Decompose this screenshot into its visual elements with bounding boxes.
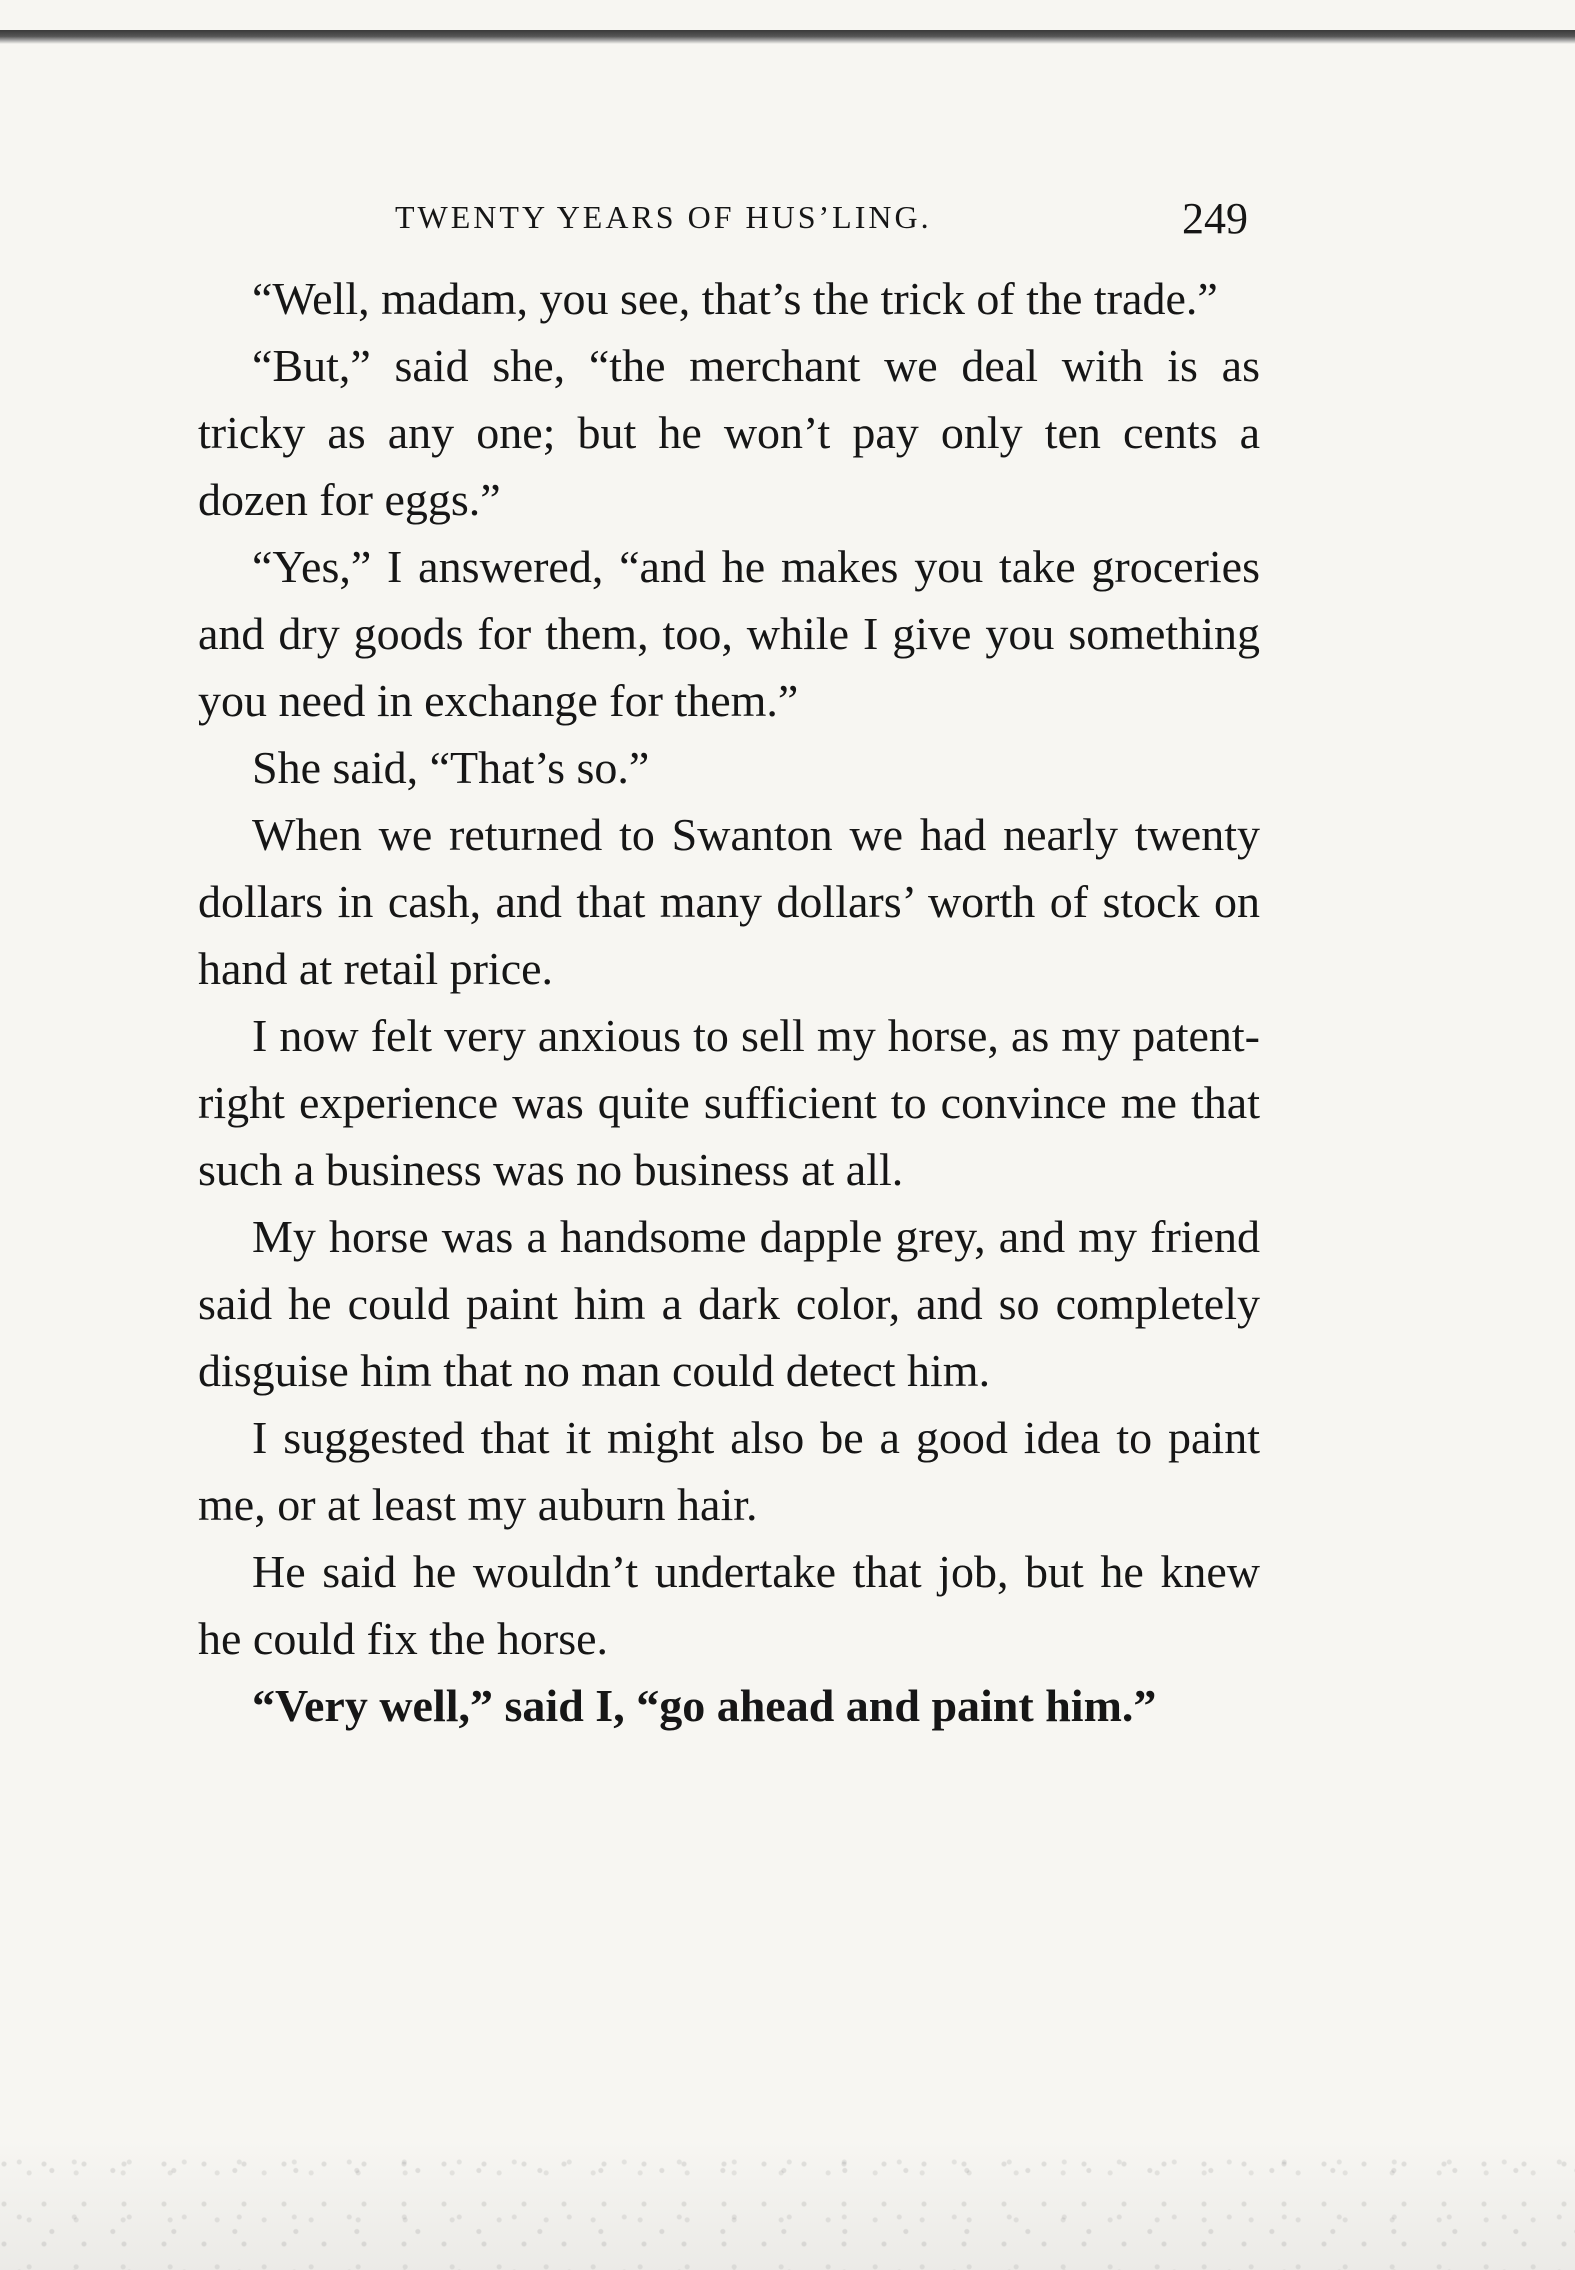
page-top-edge <box>0 30 1575 44</box>
running-head <box>198 185 1260 265</box>
page-number: 249 <box>1182 194 1248 243</box>
paragraph: “Yes,” I answered, “and he makes you take groceries and dry goods for them, too, while I give you something you need in exchange for them.” <box>198 541 1260 726</box>
paragraph: “Very well,” said I, “go ahead and paint him.” <box>252 1680 1157 1731</box>
paragraph: “But,” said she, “the merchant we deal with is as tricky as any one; but he won’t pay only ten cents a dozen for eggs.” <box>198 340 1260 525</box>
book-page <box>198 185 1260 1739</box>
paragraph: “Well, madam, you see, that’s the trick of the trade.” <box>252 273 1218 324</box>
page-bottom-speckle <box>0 2140 1575 2270</box>
body-text <box>198 265 1260 1739</box>
paragraph: I now felt very anxious to sell my horse, as my patent-right experience was quite sufficient to convince me that such a business was no business at all. <box>198 1010 1260 1195</box>
paragraph: When we returned to Swanton we had nearly twenty dollars in cash, and that many dollars’ worth of stock on hand at retail price. <box>198 809 1260 994</box>
paragraph: My horse was a handsome dapple grey, and my friend said he could paint him a dark color, and so completely disguise him that no man could detect him. <box>198 1211 1260 1396</box>
running-title: TWENTY YEARS OF HUS’LING. <box>395 199 932 235</box>
paragraph: He said he wouldn’t undertake that job, but he knew he could fix the horse. <box>198 1546 1260 1664</box>
paragraph: I suggested that it might also be a good idea to paint me, or at least my auburn hair. <box>198 1412 1260 1530</box>
paragraph: She said, “That’s so.” <box>252 742 650 793</box>
